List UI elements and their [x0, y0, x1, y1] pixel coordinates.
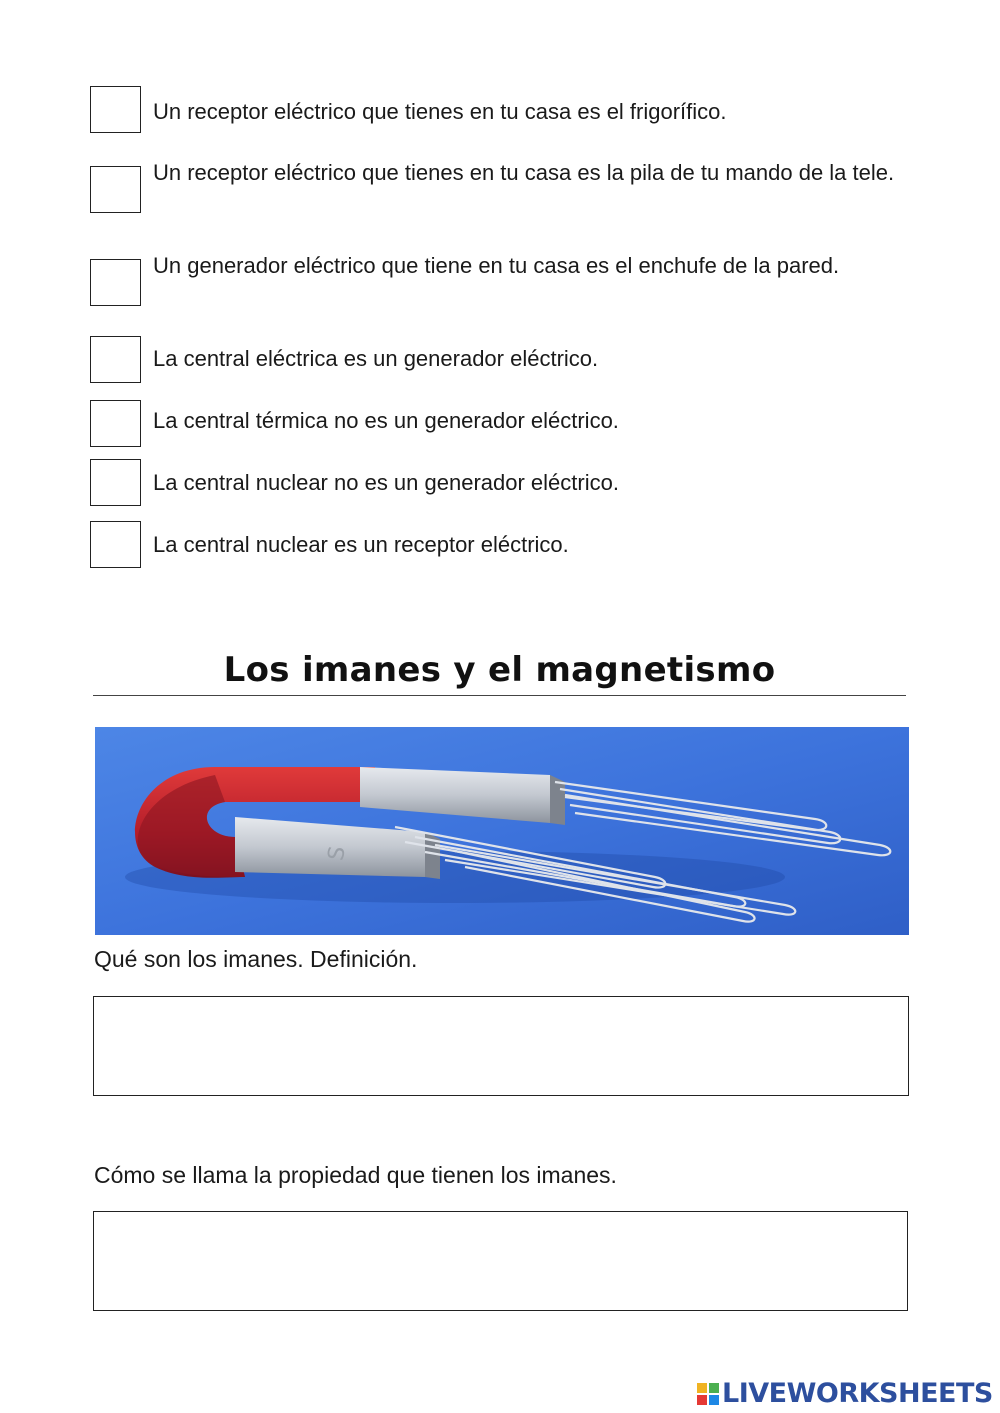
question-prompt-1: Qué son los imanes. Definición.	[94, 946, 418, 972]
liveworksheets-logo-icon	[697, 1383, 719, 1405]
statement-checkbox-2[interactable]	[90, 166, 141, 213]
liveworksheets-logo[interactable]	[697, 1378, 993, 1409]
statement-text-2: Un receptor eléctrico que tienes en tu casa es la pila de tu mando de la tele.	[153, 160, 895, 185]
statement-checkbox-7[interactable]	[90, 521, 141, 568]
statement-checkbox-1[interactable]	[90, 86, 141, 133]
section-title: Los imanes y el magnetismo	[223, 650, 776, 690]
magnet-photo	[95, 727, 909, 935]
statement-text-4: La central eléctrica es un generador eléctrico.	[153, 346, 599, 371]
svg-text:S: S	[323, 844, 351, 863]
statement-text-1: Un receptor eléctrico que tienes en tu casa es el frigorífico.	[153, 99, 727, 124]
statement-text-5: La central térmica no es un generador eléctrico.	[153, 408, 619, 433]
statement-text-7: La central nuclear es un receptor eléctrico.	[153, 532, 569, 557]
statement-checkbox-6[interactable]	[90, 459, 141, 506]
question-prompt-2: Cómo se llama la propiedad que tienen los imanes.	[94, 1162, 617, 1188]
statement-text-3: Un generador eléctrico que tiene en tu casa es el enchufe de la pared.	[153, 253, 840, 278]
statement-checkbox-3[interactable]	[90, 259, 141, 306]
brand-name: LIVEWORKSHEETS	[722, 1378, 993, 1409]
horseshoe-magnet-image	[95, 727, 909, 935]
answer-input-1[interactable]	[94, 997, 908, 1095]
statement-checkbox-4[interactable]	[90, 336, 141, 383]
statement-text-6: La central nuclear no es un generador eléctrico.	[153, 470, 619, 495]
answer-box-1[interactable]	[93, 996, 909, 1096]
title-divider	[93, 695, 906, 696]
answer-box-2[interactable]	[93, 1211, 908, 1311]
statement-checkbox-5[interactable]	[90, 400, 141, 447]
answer-input-2[interactable]	[94, 1212, 907, 1310]
